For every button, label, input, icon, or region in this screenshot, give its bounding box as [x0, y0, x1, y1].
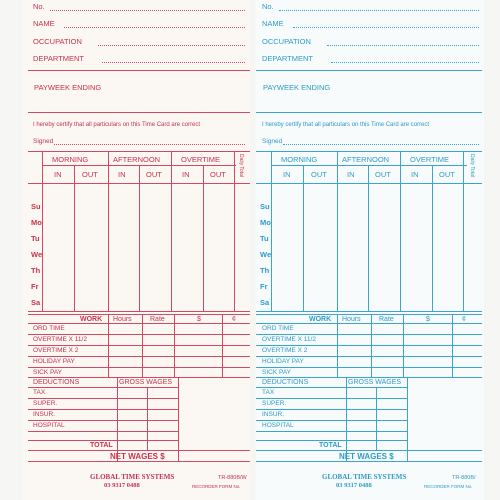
- out-label: OUT: [210, 170, 226, 179]
- grid-col-rule: [463, 151, 464, 311]
- work-row-sick-pay: SICK PAY: [262, 369, 292, 376]
- grid-col-rule: [234, 151, 235, 311]
- form-code: TR-880B/W: [218, 475, 247, 481]
- payweek-rule: [28, 112, 250, 113]
- work-row-ord-time: ORD TIME: [33, 325, 65, 332]
- payweek-rule: [256, 112, 482, 113]
- field-occupation-line: [98, 45, 245, 46]
- grid-col-rule: [108, 151, 109, 311]
- grid-bottom-rule: [256, 311, 482, 312]
- daily-total-label: Daily Total: [469, 154, 475, 177]
- field-department-label: DEPARTMENT: [33, 54, 84, 63]
- day-su-label: Su: [260, 202, 270, 211]
- rate-label: Rate: [379, 316, 394, 323]
- work-col-rule: [142, 314, 143, 377]
- rate-label: Rate: [150, 316, 165, 323]
- period-morning-label: MORNING: [281, 155, 318, 164]
- time-card-red: [22, 0, 250, 500]
- work-row-sick-pay: SICK PAY: [33, 369, 63, 376]
- field-name-label: NAME: [33, 19, 55, 28]
- company-phone: 03 9317 0488: [104, 482, 140, 489]
- grid-bottom-rule: [28, 311, 250, 312]
- day-we-label: We: [260, 250, 272, 259]
- net-wages-rule: [256, 461, 482, 462]
- deductions-col-rule: [117, 377, 118, 461]
- in-label: IN: [118, 170, 126, 179]
- field-occupation-label: OCCUPATION: [262, 37, 311, 46]
- field-name-line: [64, 27, 245, 28]
- grid-col-rule: [303, 165, 304, 311]
- company-phone: 03 9317 0488: [336, 482, 372, 489]
- period-overtime-label: OVERTIME: [410, 155, 450, 164]
- total-label: TOTAL: [90, 442, 113, 449]
- work-top-rule: [256, 314, 482, 315]
- work-row-overtime-2: OVERTIME X 2: [33, 347, 79, 354]
- field-department-line: [102, 62, 245, 63]
- work-col-rule: [108, 314, 109, 377]
- grid-col-rule: [74, 165, 75, 311]
- period-afternoon-label: AFTERNOON: [342, 155, 390, 164]
- grid-subheader-rule: [271, 165, 467, 166]
- deduction-row-super: SUPER.: [33, 400, 58, 407]
- day-th-label: Th: [260, 266, 270, 275]
- work-row-overtime-1-5: OVERTIME X 11/2: [33, 336, 87, 343]
- work-col-rule: [452, 314, 453, 377]
- work-col-rule: [371, 314, 372, 377]
- field-department-label: DEPARTMENT: [262, 54, 313, 63]
- deduction-row-tax: TAX: [262, 389, 275, 396]
- work-row-overtime-2: OVERTIME X 2: [262, 347, 308, 354]
- form-code: TR-880B/: [452, 475, 476, 481]
- deductions-header: DEDUCTIONS: [33, 379, 80, 386]
- deduction-row-super: SUPER.: [262, 400, 287, 407]
- work-top-rule: [28, 314, 250, 315]
- daily-total-label: Daily Total: [238, 154, 244, 177]
- deduction-row-hospital: HOSPITAL: [262, 422, 294, 429]
- day-su-label: Su: [31, 202, 41, 211]
- grid-day-col-rule: [42, 151, 43, 311]
- recorder-form-label: RECORDER FORM No.: [192, 484, 241, 489]
- signed-line: [54, 144, 245, 145]
- payweek-label: PAYWEEK ENDING: [34, 83, 102, 92]
- net-wages-rule: [28, 461, 250, 462]
- field-no-label: No.: [33, 2, 45, 11]
- grid-col-rule: [337, 151, 338, 311]
- field-no-line: [50, 10, 245, 11]
- period-afternoon-label: AFTERNOON: [113, 155, 161, 164]
- in-label: IN: [411, 170, 419, 179]
- recorder-form-label: RECORDER FORM No.: [424, 484, 473, 489]
- in-label: IN: [283, 170, 291, 179]
- company-name: GLOBAL TIME SYSTEMS: [90, 473, 175, 481]
- header-rule: [256, 70, 482, 71]
- grid-top-rule: [256, 151, 482, 152]
- period-overtime-label: OVERTIME: [181, 155, 221, 164]
- gross-wages-header: GROSS WAGES: [119, 379, 173, 386]
- grid-col-rule: [400, 151, 401, 311]
- period-morning-label: MORNING: [52, 155, 89, 164]
- day-we-label: We: [31, 250, 43, 259]
- out-label: OUT: [82, 170, 98, 179]
- deduction-row-tax: TAX: [33, 389, 46, 396]
- work-col-rule: [222, 314, 223, 377]
- field-occupation-line: [327, 45, 479, 46]
- grid-top-rule: [28, 151, 250, 152]
- deductions-header-rule: [28, 387, 178, 388]
- grid-col-rule: [171, 151, 172, 311]
- field-name-line: [293, 27, 479, 28]
- total-rule: [28, 450, 250, 451]
- deduction-row-rule: [256, 431, 407, 432]
- day-th-label: Th: [31, 266, 41, 275]
- work-col-rule: [337, 314, 338, 377]
- deductions-col-rule: [407, 377, 408, 461]
- cents-label: ¢: [462, 316, 466, 323]
- in-label: IN: [182, 170, 190, 179]
- grid-col-rule: [139, 165, 140, 311]
- company-name: GLOBAL TIME SYSTEMS: [322, 473, 407, 481]
- net-wages-label: NET WAGES $: [339, 452, 394, 461]
- out-label: OUT: [311, 170, 327, 179]
- grid-col-rule: [432, 165, 433, 311]
- certify-text: I hereby certify that all particulars on this Time Card are correct: [262, 122, 430, 128]
- hours-label: Hours: [113, 316, 132, 323]
- hours-label: Hours: [342, 316, 361, 323]
- deduction-row-insur: INSUR.: [33, 411, 56, 418]
- work-col-rule: [403, 314, 404, 377]
- field-name-label: NAME: [262, 19, 284, 28]
- time-card-blue: [256, 0, 484, 500]
- total-label: TOTAL: [319, 442, 342, 449]
- deductions-col-rule: [376, 387, 377, 450]
- work-row-overtime-1-5: OVERTIME X 11/2: [262, 336, 316, 343]
- day-fr-label: Fr: [31, 282, 39, 291]
- work-row-holiday-pay: HOLIDAY PAY: [262, 358, 304, 365]
- work-col-rule: [174, 314, 175, 377]
- certify-text: I hereby certify that all particulars on this Time Card are correct: [33, 122, 201, 128]
- deductions-col-rule: [346, 377, 347, 461]
- deductions-header: DEDUCTIONS: [262, 379, 309, 386]
- day-sa-label: Sa: [31, 298, 41, 307]
- deduction-row-insur: INSUR.: [262, 411, 285, 418]
- field-no-label: No.: [262, 2, 274, 11]
- day-fr-label: Fr: [260, 282, 268, 291]
- out-label: OUT: [439, 170, 455, 179]
- signed-label: Signed: [33, 138, 54, 145]
- grid-col-rule: [203, 165, 204, 311]
- day-mo-label: Mo: [260, 218, 271, 227]
- grid-header-bottom-rule: [256, 183, 482, 184]
- in-label: IN: [54, 170, 62, 179]
- dollar-label: $: [197, 316, 201, 323]
- deductions-col-rule: [178, 377, 179, 461]
- dollar-label: $: [426, 316, 430, 323]
- day-tu-label: Tu: [260, 234, 269, 243]
- header-rule: [28, 70, 250, 71]
- in-label: IN: [347, 170, 355, 179]
- cents-label: ¢: [232, 316, 236, 323]
- out-label: OUT: [146, 170, 162, 179]
- day-mo-label: Mo: [31, 218, 42, 227]
- field-no-line: [279, 10, 479, 11]
- deduction-row-rule: [28, 431, 178, 432]
- grid-col-rule: [368, 165, 369, 311]
- total-rule: [256, 450, 482, 451]
- day-tu-label: Tu: [31, 234, 40, 243]
- day-sa-label: Sa: [260, 298, 270, 307]
- gross-wages-header: GROSS WAGES: [348, 379, 402, 386]
- payweek-label: PAYWEEK ENDING: [263, 83, 331, 92]
- work-header: WORK: [80, 316, 103, 323]
- work-row-holiday-pay: HOLIDAY PAY: [33, 358, 75, 365]
- field-occupation-label: OCCUPATION: [33, 37, 82, 46]
- work-row-ord-time: ORD TIME: [262, 325, 294, 332]
- net-wages-label: NET WAGES $: [110, 452, 165, 461]
- grid-day-col-rule: [271, 151, 272, 311]
- out-label: OUT: [375, 170, 391, 179]
- signed-label: Signed: [262, 138, 283, 145]
- field-department-line: [331, 62, 479, 63]
- deductions-col-rule: [147, 387, 148, 450]
- deductions-header-rule: [256, 387, 407, 388]
- work-header: WORK: [309, 316, 332, 323]
- signed-line: [283, 144, 479, 145]
- deduction-row-hospital: HOSPITAL: [33, 422, 65, 429]
